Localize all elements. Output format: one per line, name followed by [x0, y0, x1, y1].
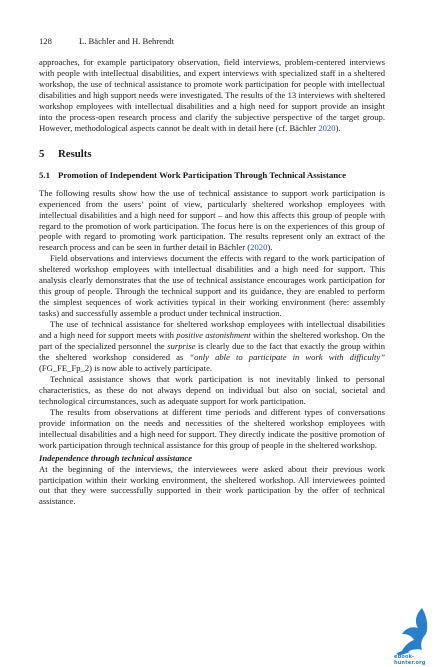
- paragraph-5: The results from observations at different time periods and different types of conversations provide information on the needs and necessities of the sheltered workshop employees with intellectual disabilities and a high need for support. They directly indicate the positive promotion of work participation through technical assistance for this group of people in the sheltered workshop.: [39, 406, 385, 450]
- paragraph-3: The use of technical assistance for sheltered workshop employees with intellectual disabilities and a high need for support meets with positive astonishment within the sheltered workshop. On the part of the specialized personnel the surprise is clearly due to the fact that exactly the group within the sheltered workshop considered as “only able to participate in work with difficulty” (FG_FE_Fp_2) is now able to actively participate.: [39, 319, 385, 373]
- section-heading: [39, 148, 385, 160]
- page-number: 128: [39, 36, 52, 46]
- subsection-number: 5.1: [39, 169, 50, 180]
- section-title: Results: [58, 147, 92, 160]
- watermark-text: ebook-hunter.org: [394, 654, 426, 666]
- paragraph-2: Field observations and interviews document the effects with regard to the work participation of sheltered workshop employees with intellectual disabilities and a high need for support. This analysis clearly demonstrates that the use of technical assistance encourages work participation for this group of people. Through the technical support and its guidance, they are enabled to perform the simplest sequences of work activities typical in their working environment (here: assembly tasks) and successfully assemble a product under technical instruction.: [39, 253, 385, 319]
- body-text: [39, 57, 385, 507]
- paragraph-1: The following results show how the use of technical assistance to support work participation is experienced from the users’ point of view, particularly sheltered workshop employees with intellectual disabilities and a high need for support – and how this affects this group of people with regard to the promotion of work participation. The focus here is on the experiences of this group of people with regard to promoting work participation. The results represent only an extract of the research process and can be seen in further detail in Bächler (2020).: [39, 187, 385, 253]
- watermark-logo-icon: [392, 604, 432, 660]
- paragraph-6: At the beginning of the interviews, the interviewees were asked about their previous work participation within their working environment, the sheltered workshop. All interviewees pointed out that they were successfully supported in their work participation by the offer of technical assistance.: [39, 463, 385, 507]
- running-head-authors: L. Bächler and H. Behrendt: [79, 36, 174, 46]
- subsection-title: Promotion of Independent Work Participation Through Technical Assistance: [58, 169, 346, 180]
- running-head: [39, 36, 174, 46]
- citation-link[interactable]: 2020: [318, 122, 336, 133]
- section-number: 5: [39, 147, 45, 160]
- runin-heading: Independence through technical assistance: [39, 452, 193, 463]
- subsection-heading: [39, 170, 385, 181]
- paragraph-top: approaches, for example participatory observation, field interviews, problem-centered interviews with people with intellectual disabilities, and expert interviews with specialized staff in a sheltered workshop, the use of technical assistance to promote work participation for people with intellectual disabilities and high support needs were investigated. The results of the 13 interviews with sheltered workshop employees with intellectual disabilities and a high need for support provide an insight into the process-open research process and clarify the subjective perspective of the target group. However, methodological aspects cannot be dealt with in detail here (cf. Bächler 2020).: [39, 57, 385, 133]
- paragraph-4: Technical assistance shows that work participation is not inevitably linked to personal characteristics, as these do not always depend on individual but also on social, societal and technological circumstances, such as adequate support for work participation.: [39, 373, 385, 406]
- citation-link[interactable]: 2020: [250, 242, 268, 253]
